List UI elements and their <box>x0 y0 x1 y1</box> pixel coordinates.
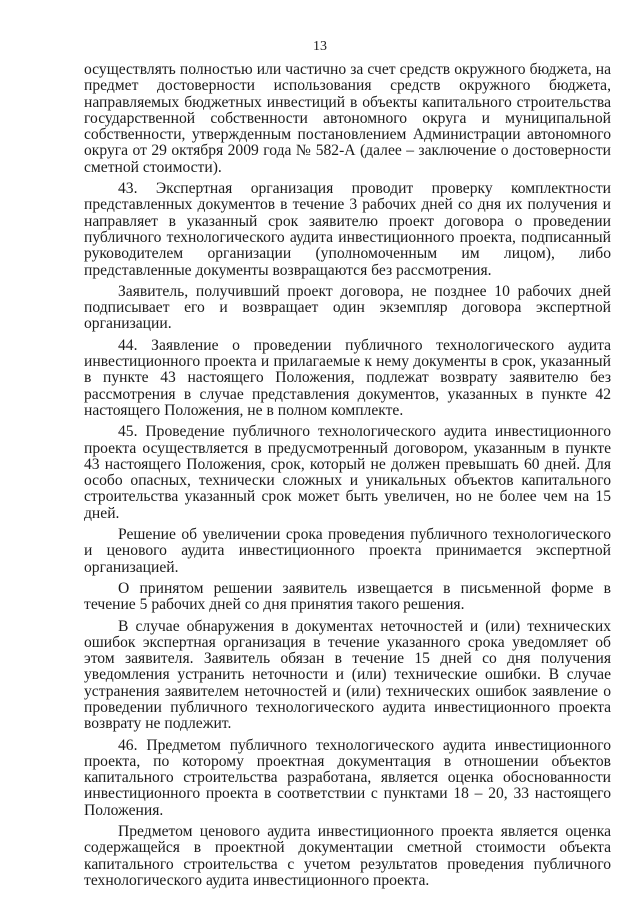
paragraph-45-errors: В случае обнаружения в документах неточностей и (или) технических ошибок экспертная организация в течение указанного срока уведомляет об этом заявителя. Заявитель обязан в течение 15 дней со дня получения уведомления устранить неточности и (или) технические ошибки. В случае устранения заявителем неточностей и (или) технических ошибок заявление о проведении публичного технологического аудита инвестиционного проекта возврату не подлежит. <box>84 617 611 733</box>
paragraph-46: 46. Предметом публичного технологического аудита инвестиционного проекта, по которому проектная документация в отношении объектов капитального строительства разработана, является оценка обоснованности инвестиционного проекта в соответствии с пунктами 18 – 20, 33 настоящего Положения. <box>84 736 611 819</box>
paragraph-continuation: осуществлять полностью или частично за счет средств окружного бюджета, на предмет достоверности использования средств окружного бюджета, направляемых бюджетных инвестиций в объекты капитального строительства государственной собственности автономного округа и муниципальной собственности, утвержденным постановлением Администрации автономного округа от 29 октября 2009 года № 582-А (далее – заключение о достоверности сметной стоимости). <box>84 61 611 176</box>
paragraph-45: 45. Проведение публичного технологического аудита инвестиционного проекта осуществляется в предусмотренный договором, указанным в пункте 43 настоящего Положения, срок, который не должен превышать 60 дней. Для особо опасных, технически сложных и уникальных объектов капитального строительства указанный срок может быть увеличен, но не более чем на 15 дней. <box>84 423 611 522</box>
paragraph-43-contract: Заявитель, получивший проект договора, не позднее 10 рабочих дней подписывает его и возвращает один экземпляр договора экспертной организации. <box>84 282 611 333</box>
paragraph-45-notification: О принятом решении заявитель извещается в письменной форме в течение 5 рабочих дней со дня принятия такого решения. <box>84 579 611 614</box>
paragraph-46-price-audit: Предметом ценового аудита инвестиционного проекта является оценка содержащейся в проектной документации сметной стоимости объекта капитального строительства с учетом результатов проведения публичного технологического аудита инвестиционного проекта. <box>84 823 611 889</box>
document-body <box>84 62 611 894</box>
paragraph-43: 43. Экспертная организация проводит проверку комплектности представленных документов в течение 3 рабочих дней со дня их получения и направляет в указанный срок заявителю проект договора о проведении публичного технологического аудита инвестиционного проекта, подписанный руководителем организации (уполномоченным им лицом), либо представленные документы возвращаются без рассмотрения. <box>84 180 611 279</box>
page-number: 13 <box>313 39 327 54</box>
paragraph-45-extension: Решение об увеличении срока проведения публичного технологического и ценового аудита инвестиционного проекта принимается экспертной организацией. <box>84 526 611 576</box>
paragraph-44: 44. Заявление о проведении публичного технологического аудита инвестиционного проекта и прилагаемые к нему документы в срок, указанный в пункте 43 настоящего Положения, подлежат возврату заявителю без рассмотрения в случае представления документов, указанных в пункте 42 настоящего Положения, не в полном комплекте. <box>84 336 611 419</box>
